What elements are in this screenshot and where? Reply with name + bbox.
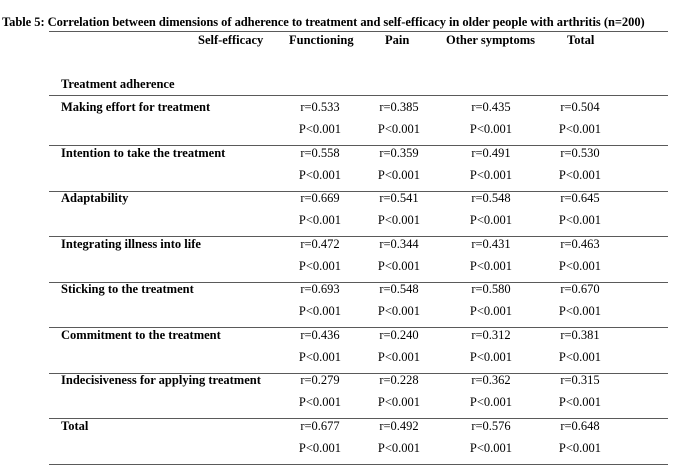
p-value-cell: P<0.001: [558, 168, 602, 182]
r-value-cell: r=0.436: [300, 328, 340, 342]
r-value-cell: r=0.431: [471, 237, 511, 251]
r-value-cell: r=0.530: [560, 146, 600, 160]
r-value-cell: r=0.669: [300, 191, 340, 205]
p-value-cell: P<0.001: [558, 259, 602, 273]
p-value-cell: P<0.001: [298, 213, 342, 227]
r-value-cell: r=0.504: [560, 100, 600, 114]
p-value-cell: P<0.001: [469, 213, 513, 227]
table-caption: Table 5: Correlation between dimensions of adherence to treatment and self-efficacy in older people with arthritis (n=200): [2, 15, 645, 29]
r-value-cell: r=0.240: [379, 328, 419, 342]
r-value-cell: r=0.359: [379, 146, 419, 160]
p-value-cell: P<0.001: [558, 304, 602, 318]
p-value-cell: P<0.001: [558, 395, 602, 409]
r-value-cell: r=0.491: [471, 146, 511, 160]
row-label: Adaptability: [61, 191, 129, 205]
table-row: [0, 328, 674, 368]
r-value-cell: r=0.670: [560, 282, 600, 296]
p-value-cell: P<0.001: [377, 213, 421, 227]
p-value-cell: P<0.001: [298, 350, 342, 364]
header-rule: [49, 95, 668, 96]
p-value-cell: P<0.001: [558, 350, 602, 364]
p-value-cell: P<0.001: [377, 259, 421, 273]
r-value-cell: r=0.463: [560, 237, 600, 251]
p-value-cell: P<0.001: [469, 395, 513, 409]
header-pain: Pain: [385, 33, 410, 47]
p-value-cell: P<0.001: [469, 350, 513, 364]
r-value-cell: r=0.645: [560, 191, 600, 205]
p-value-cell: P<0.001: [558, 213, 602, 227]
table-row: [0, 419, 674, 459]
row-label: Integrating illness into life: [61, 237, 201, 251]
row-label: Total: [61, 419, 89, 433]
p-value-cell: P<0.001: [377, 395, 421, 409]
r-value-cell: r=0.580: [471, 282, 511, 296]
r-value-cell: r=0.677: [300, 419, 340, 433]
r-value-cell: r=0.533: [300, 100, 340, 114]
p-value-cell: P<0.001: [469, 304, 513, 318]
r-value-cell: r=0.693: [300, 282, 340, 296]
table-row: [0, 191, 674, 231]
p-value-cell: P<0.001: [298, 304, 342, 318]
p-value-cell: P<0.001: [377, 304, 421, 318]
table-row: [0, 146, 674, 186]
r-value-cell: r=0.648: [560, 419, 600, 433]
r-value-cell: r=0.344: [379, 237, 419, 251]
p-value-cell: P<0.001: [377, 441, 421, 455]
p-value-cell: P<0.001: [377, 122, 421, 136]
r-value-cell: r=0.228: [379, 373, 419, 387]
row-label: Indecisiveness for applying treatment: [61, 373, 261, 387]
top-rule: [49, 31, 668, 32]
r-value-cell: r=0.558: [300, 146, 340, 160]
p-value-cell: P<0.001: [298, 168, 342, 182]
section-label-treatment-adherence: Treatment adherence: [61, 77, 175, 91]
table-row: [0, 282, 674, 322]
row-divider: [49, 464, 668, 465]
p-value-cell: P<0.001: [469, 168, 513, 182]
row-label: Intention to take the treatment: [61, 146, 226, 160]
table-row: [0, 373, 674, 413]
r-value-cell: r=0.548: [471, 191, 511, 205]
r-value-cell: r=0.312: [471, 328, 511, 342]
r-value-cell: r=0.492: [379, 419, 419, 433]
r-value-cell: r=0.381: [560, 328, 600, 342]
header-total: Total: [567, 33, 595, 47]
p-value-cell: P<0.001: [298, 122, 342, 136]
p-value-cell: P<0.001: [298, 441, 342, 455]
p-value-cell: P<0.001: [469, 259, 513, 273]
r-value-cell: r=0.541: [379, 191, 419, 205]
p-value-cell: P<0.001: [469, 122, 513, 136]
r-value-cell: r=0.472: [300, 237, 340, 251]
row-label: Sticking to the treatment: [61, 282, 194, 296]
table-row: [0, 237, 674, 277]
row-label: Commitment to the treatment: [61, 328, 221, 342]
p-value-cell: P<0.001: [377, 168, 421, 182]
r-value-cell: r=0.576: [471, 419, 511, 433]
r-value-cell: r=0.279: [300, 373, 340, 387]
header-functioning: Functioning: [289, 33, 354, 47]
r-value-cell: r=0.435: [471, 100, 511, 114]
p-value-cell: P<0.001: [377, 350, 421, 364]
p-value-cell: P<0.001: [298, 395, 342, 409]
r-value-cell: r=0.362: [471, 373, 511, 387]
header-other-symptoms: Other symptoms: [446, 33, 536, 47]
p-value-cell: P<0.001: [469, 441, 513, 455]
p-value-cell: P<0.001: [298, 259, 342, 273]
header-self-efficacy: Self-efficacy: [198, 33, 264, 47]
table-row: [0, 100, 674, 140]
r-value-cell: r=0.385: [379, 100, 419, 114]
r-value-cell: r=0.548: [379, 282, 419, 296]
row-label: Making effort for treatment: [61, 100, 211, 114]
p-value-cell: P<0.001: [558, 122, 602, 136]
r-value-cell: r=0.315: [560, 373, 600, 387]
p-value-cell: P<0.001: [558, 441, 602, 455]
